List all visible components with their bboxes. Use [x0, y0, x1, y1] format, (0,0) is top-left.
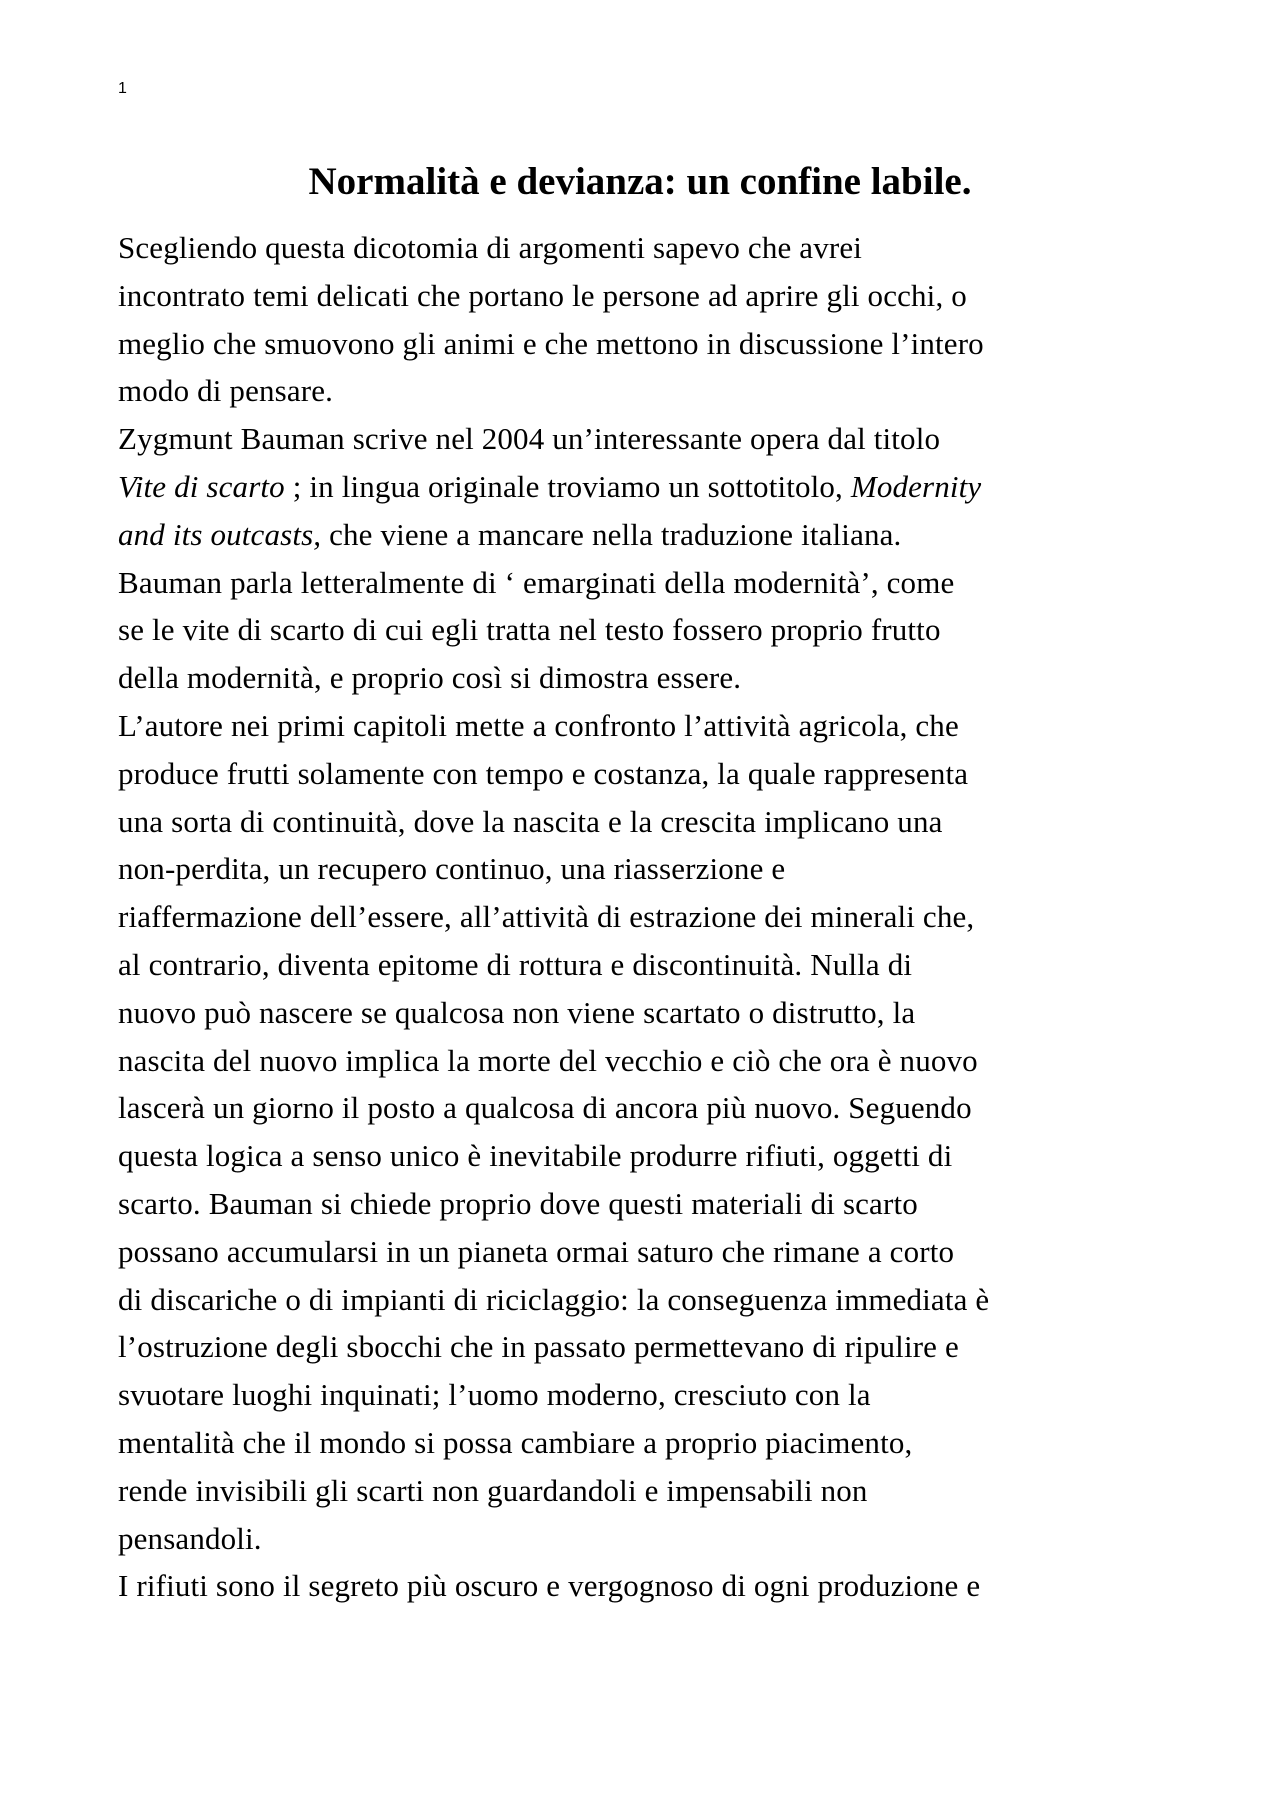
- text-line: svuotare luoghi inquinati; l’uomo moderno, cresciuto con la: [118, 1377, 871, 1413]
- text-line: rende invisibili gli scarti non guardandoli e impensabili non: [118, 1472, 868, 1508]
- text-line: L’autore nei primi capitoli mette a confronto l’attività agricola, che: [118, 707, 959, 743]
- subtitle-italic: Modernity: [850, 468, 982, 504]
- subtitle-italic: and its outcasts,: [118, 516, 322, 552]
- text-line: modo di pensare.: [118, 373, 334, 409]
- text-line: Scegliendo questa dicotomia di argomenti sapevo che avrei: [118, 230, 862, 265]
- text-line: di discariche o di impianti di riciclaggio: la conseguenza immediata è: [118, 1281, 990, 1317]
- text-line: Zygmunt Bauman scrive nel 2004 un’interessante opera dal titolo: [118, 421, 941, 457]
- text-line: produce frutti solamente con tempo e costanza, la quale rappresenta: [118, 755, 969, 791]
- text-line: pensandoli.: [118, 1520, 262, 1556]
- text-segment: ; in lingua originale troviamo un sottotitolo,: [284, 468, 851, 504]
- text-line: riaffermazione dell’essere, all’attività di estrazione dei minerali che,: [118, 899, 975, 935]
- text-line: non-perdita, un recupero continuo, una riasserzione e: [118, 851, 786, 887]
- text-line: nascita del nuovo implica la morte del vecchio e ciò che ora è nuovo: [118, 1042, 978, 1078]
- text-line: nuovo può nascere se qualcosa non viene scartato o distrutto, la: [118, 994, 916, 1030]
- text-line: Bauman parla letteralmente di ‘ emarginati della modernità’, come: [118, 564, 955, 600]
- text-line: scarto. Bauman si chiede proprio dove questi materiali di scarto: [118, 1185, 918, 1221]
- text-line: incontrato temi delicati che portano le persone ad aprire gli occhi, o: [118, 277, 967, 313]
- body-text: [118, 224, 1180, 1610]
- text-line: meglio che smuovono gli animi e che mettono in discussione l’intero: [118, 325, 984, 361]
- page-number: 1: [118, 80, 127, 97]
- document-title: Normalità e devianza: un confine labile.: [308, 160, 972, 203]
- text-line: questa logica a senso unico è inevitabile produrre rifiuti, oggetti di: [118, 1138, 953, 1174]
- text-line: al contrario, diventa epitome di rottura e discontinuità. Nulla di: [118, 946, 913, 982]
- text-line: l’ostruzione degli sbocchi che in passato permettevano di ripulire e: [118, 1329, 959, 1365]
- text-line: lascerà un giorno il posto a qualcosa di ancora più nuovo. Seguendo: [118, 1090, 972, 1126]
- text-line: mentalità che il mondo si possa cambiare a proprio piacimento,: [118, 1424, 913, 1460]
- text-line: [118, 511, 1180, 559]
- text-line: [118, 463, 1180, 511]
- text-line: della modernità, e proprio così si dimostra essere.: [118, 660, 742, 696]
- text-line: possano accumularsi in un pianeta ormai saturo che rimane a corto: [118, 1233, 955, 1269]
- text-segment: che viene a mancare nella traduzione italiana.: [321, 516, 902, 552]
- text-line: una sorta di continuità, dove la nascita e la crescita implicano una: [118, 803, 943, 839]
- text-line: I rifiuti sono il segreto più oscuro e vergognoso di ogni produzione e: [118, 1568, 981, 1604]
- text-line: se le vite di scarto di cui egli tratta nel testo fossero proprio frutto: [118, 612, 941, 648]
- book-title-italic: Vite di scarto: [118, 468, 285, 504]
